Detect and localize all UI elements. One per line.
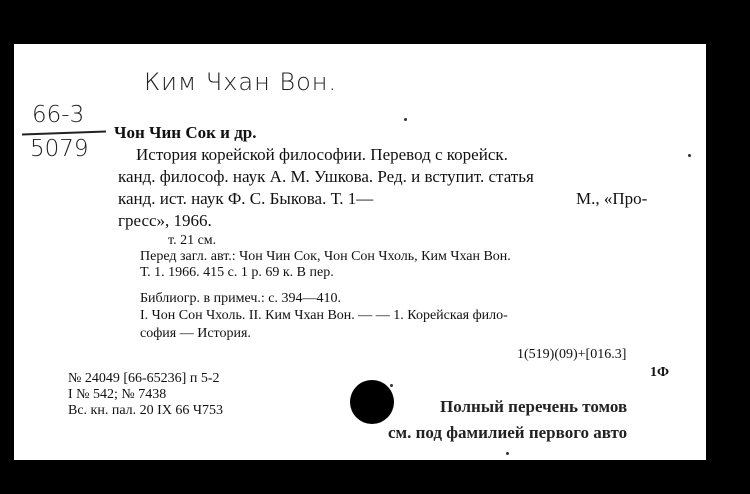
footer-line-1: № 24049 [66-65236] п 5-2	[68, 371, 220, 386]
title-line-4: гресс», 1966.	[118, 211, 212, 230]
footer-line-3: Вс. кн. пал. 20 IX 66 Ч753	[68, 403, 224, 418]
bibliography-note: Библиогр. в примеч.: с. 394—410.	[140, 291, 341, 306]
stamp-line-2: см. под фамилией первого авто	[388, 423, 628, 442]
shelf-mark-bottom: 5079	[30, 136, 89, 162]
punch-hole	[350, 380, 394, 424]
note-line-2: Т. 1. 1966. 415 с. 1 р. 69 к. В пер.	[140, 265, 334, 280]
category-code: 1Ф	[650, 365, 670, 380]
title-line-2: канд. философ. наук А. М. Ушкова. Ред. и вступит. статья	[118, 167, 534, 186]
title-line-3-publisher: М., «Про-	[576, 189, 648, 208]
stamp-line-1: Полный перечень томов	[440, 397, 628, 416]
speck	[390, 384, 393, 387]
speck	[506, 452, 509, 455]
tracing-line-1: I. Чон Сон Чхоль. II. Ким Чхан Вон. — — 1. Корейская фило-	[140, 308, 508, 323]
speck	[688, 154, 691, 157]
handwritten-author: Ким Чхан Вон.	[144, 68, 338, 96]
tracing-line-2: софия — История.	[140, 326, 251, 341]
speck	[404, 118, 407, 121]
shelf-mark-divider	[22, 131, 106, 136]
shelf-mark-top: 66-3	[32, 102, 85, 128]
classification-code: 1(519)(09)+[016.3]	[517, 347, 627, 362]
note-line-1: Перед загл. авт.: Чон Чин Сок, Чон Сон Чхоль, Ким Чхан Вон.	[140, 249, 511, 264]
title-line-1: История корейской философии. Перевод с корейск.	[136, 145, 508, 164]
title-line-3: канд. ист. наук Ф. С. Быкова. Т. 1—	[118, 189, 374, 208]
entry-heading: Чон Чин Сок и др.	[114, 123, 257, 142]
catalog-card	[14, 44, 706, 460]
footer-line-2: I № 542; № 7438	[68, 387, 167, 402]
volume-size: т. 21 см.	[168, 233, 217, 248]
